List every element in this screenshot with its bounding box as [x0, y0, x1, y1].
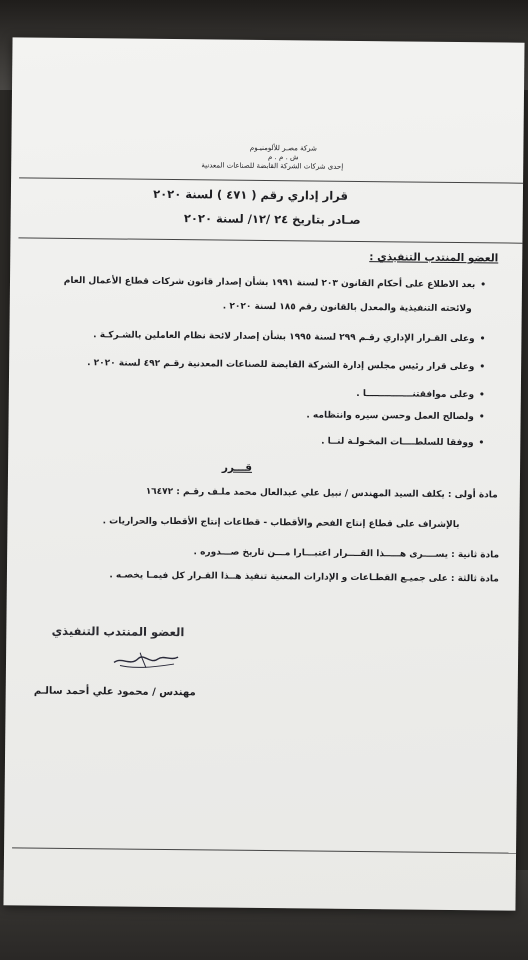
- title-divider: [18, 237, 522, 243]
- article-line: مادة ثانية : يســــرى هـــــذا القــــرار اعتبـــارا مـــن تاريخ صـــدوره .: [193, 547, 500, 561]
- addressee-heading: العضو المنتدب التنفيذي :: [369, 251, 499, 265]
- preamble-line: • بعد الاطلاع على أحكام القانون ٢٠٣ لسنة ١٩٩١ بشأن إصدار قانون شركات قطاع الأعمال العام: [64, 276, 486, 290]
- company-type: ش . م . م: [267, 153, 299, 162]
- decision-date: صـادر بتاريخ ٢٤ /١٢/ لسنة ٢٠٢٠: [183, 211, 361, 227]
- preamble-line: • وعلى قرار رئيس مجلس إدارة الشركة القابضة للصناعات المعدنية رقـم ٤٩٢ لسنة ٢٠٢٠ .: [87, 358, 485, 372]
- header-divider: [19, 177, 523, 183]
- article-line: مادة أولى : يكلف السيد المهندس / نبيل علي عبدالعال محمد ملـف رقـم : ١٦٤٧٢: [145, 486, 498, 501]
- signatory-name: مهندس / محمود علي أحمد سالـم: [33, 685, 196, 699]
- article-line: مادة ثالثة : على جميـع القطـاعات و الإدارات المعنية تنفيذ هــذا القـرار كل فيمـا يخصـه .: [109, 570, 499, 585]
- preamble-line: ولائحته التنفيذية والمعدل بالقانون رقم ١٨٥ لسنة ٢٠٢٠ .: [222, 301, 472, 315]
- document-page: [3, 37, 524, 910]
- footer-divider: [12, 847, 516, 853]
- decision-title: قرار إداري رقم ( ٤٧١ ) لسنة ٢٠٢٠: [153, 186, 348, 203]
- preamble-line: • وعلى موافقتنـــــــــــــــا .: [356, 389, 485, 400]
- signatory-title: العضو المنتدب التنفيذي: [51, 623, 185, 640]
- decree-heading: قـــرر: [221, 461, 253, 474]
- handwritten-signature: [110, 646, 182, 673]
- company-affiliation: إحدى شركات الشركة القابضة للصناعات المعدنية: [201, 161, 344, 171]
- preamble-line: • ووفقا للسلطــــات المخـولـة لنــا .: [321, 437, 484, 449]
- preamble-line: • وعلى القـرار الإداري رقـم ٢٩٩ لسنة ١٩٩٥ بشأن إصدار لائحة نظام العاملين بالشـركـة .: [93, 330, 485, 344]
- article-line: بالإشراف على قطاع إنتاج الفحم والأقطاب - قطاعات إنتاج الأقطاب والحراريات .: [102, 516, 460, 531]
- company-name: شركة مصـر للألومنيـوم: [249, 143, 317, 153]
- preamble-line: • ولصالح العمل وحسن سيره وانتظامه .: [306, 410, 484, 422]
